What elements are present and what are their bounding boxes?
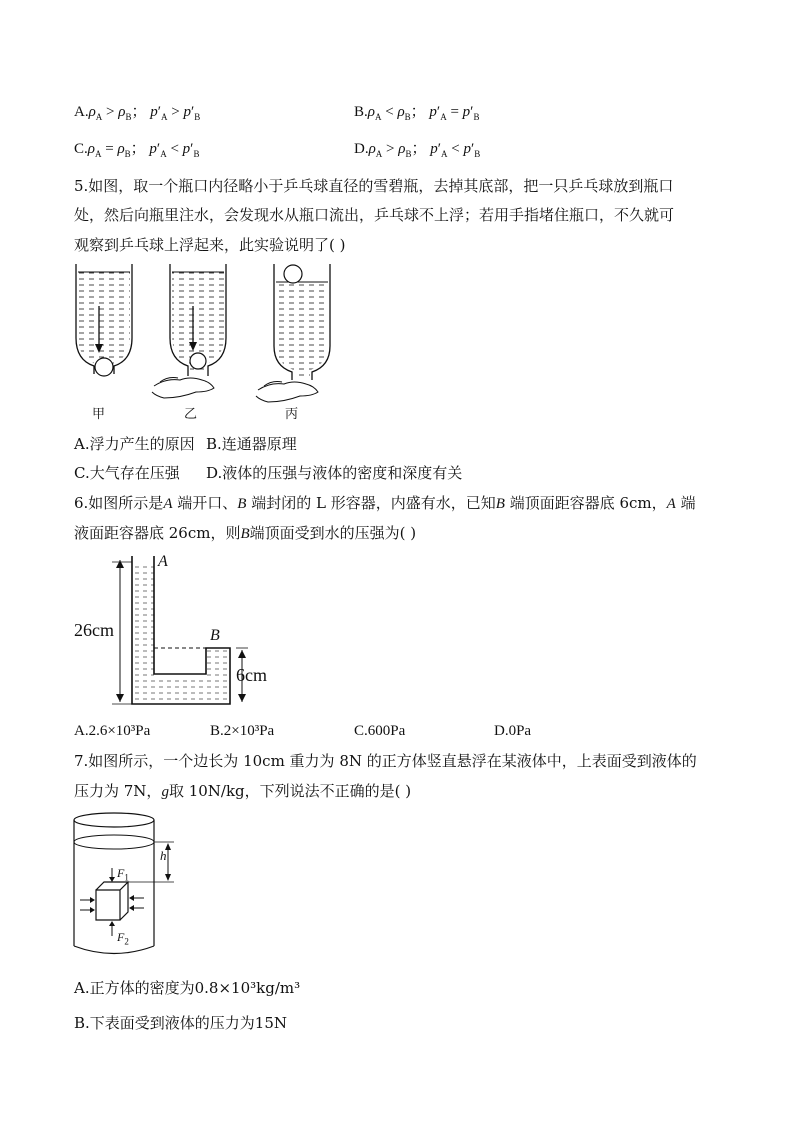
q6-fig-dim-26cm: 26cm	[74, 620, 114, 640]
q5-option-c: C.大气存在压强	[74, 464, 180, 482]
q7-option-b: B.下表面受到液体的压力为15N	[74, 1014, 288, 1032]
q6-option-a: A.2.6×10³Pa	[74, 723, 151, 739]
q4-option-d: $D.\rho_A > \rho_B$； $p'_A < p'_B$	[354, 141, 481, 159]
q6-option-d: D.0Pa	[494, 723, 532, 739]
bottle-yi	[152, 264, 226, 398]
q6-fig-label-b: B	[210, 627, 220, 644]
q5-option-b: B.连通器原理	[206, 435, 297, 453]
q4-option-b: $B.\rho_A < \rho_B$； $p'_A = p'_B$	[354, 104, 480, 122]
q5-fig-label-yi: 乙	[184, 407, 198, 422]
q7-fig-label-f1: $F_1$	[117, 866, 129, 883]
bottle-bing	[256, 264, 330, 402]
q7-fig-label-f2: $F_2$	[117, 930, 129, 947]
q5-stem-line2: 处，然后向瓶里注水，会发现水从瓶口流出，乒乓球不上浮；若用手指堵住瓶口，不久就可	[74, 206, 675, 224]
q5-stem-line3: 观察到乒乓球上浮起来，此实验说明了( )	[74, 236, 346, 254]
q5-fig-label-bing: 丙	[285, 407, 299, 422]
q5-option-a: A.浮力产生的原因	[74, 435, 195, 453]
q7-stem-line2: 压力为 7N，g取 10N/kg，下列说法不正确的是( )	[74, 782, 412, 800]
q4-option-a: $A.\rho_A > \rho_B$； $p'_A > p'_B$	[74, 104, 201, 122]
q6-stem-line2: 液面距容器底 26cm，则B端顶面受到水的压强为( )	[74, 524, 417, 542]
q5-stem-line1: 5.如图，取一个瓶口内径略小于乒乓球直径的雪碧瓶，去掉其底部，把一只乒乓球放到瓶口	[74, 177, 674, 195]
q5-fig-label-jia: 甲	[92, 407, 106, 422]
q6-fig-label-a: A	[158, 553, 168, 570]
q5-option-d: D.液体的压强与液体的密度和深度有关	[206, 464, 463, 482]
q7-fig-label-h: h	[160, 848, 167, 863]
q6-option-c: C.600Pa	[354, 723, 406, 739]
q6-fig-dim-6cm: 6cm	[236, 665, 267, 685]
bottle-jia	[76, 264, 132, 376]
q7-option-a: A.正方体的密度为0.8×10³kg/m³	[74, 979, 301, 997]
q4-option-c: $C.\rho_A = \rho_B$； $p'_A < p'_B$	[74, 141, 200, 159]
q5-bottle-figure	[68, 258, 338, 426]
q6-option-b: B.2×10³Pa	[210, 723, 275, 739]
q7-stem-line1: 7.如图所示，一个边长为 10cm 重力为 8N 的正方体竖直悬浮在某液体中，上表面受到液体的	[74, 752, 697, 770]
q6-stem-line1: 6.如图所示是A 端开口、B 端封闭的 L 形容器，内盛有水，已知B 端顶面距容器底 6cm，A 端	[74, 494, 696, 512]
